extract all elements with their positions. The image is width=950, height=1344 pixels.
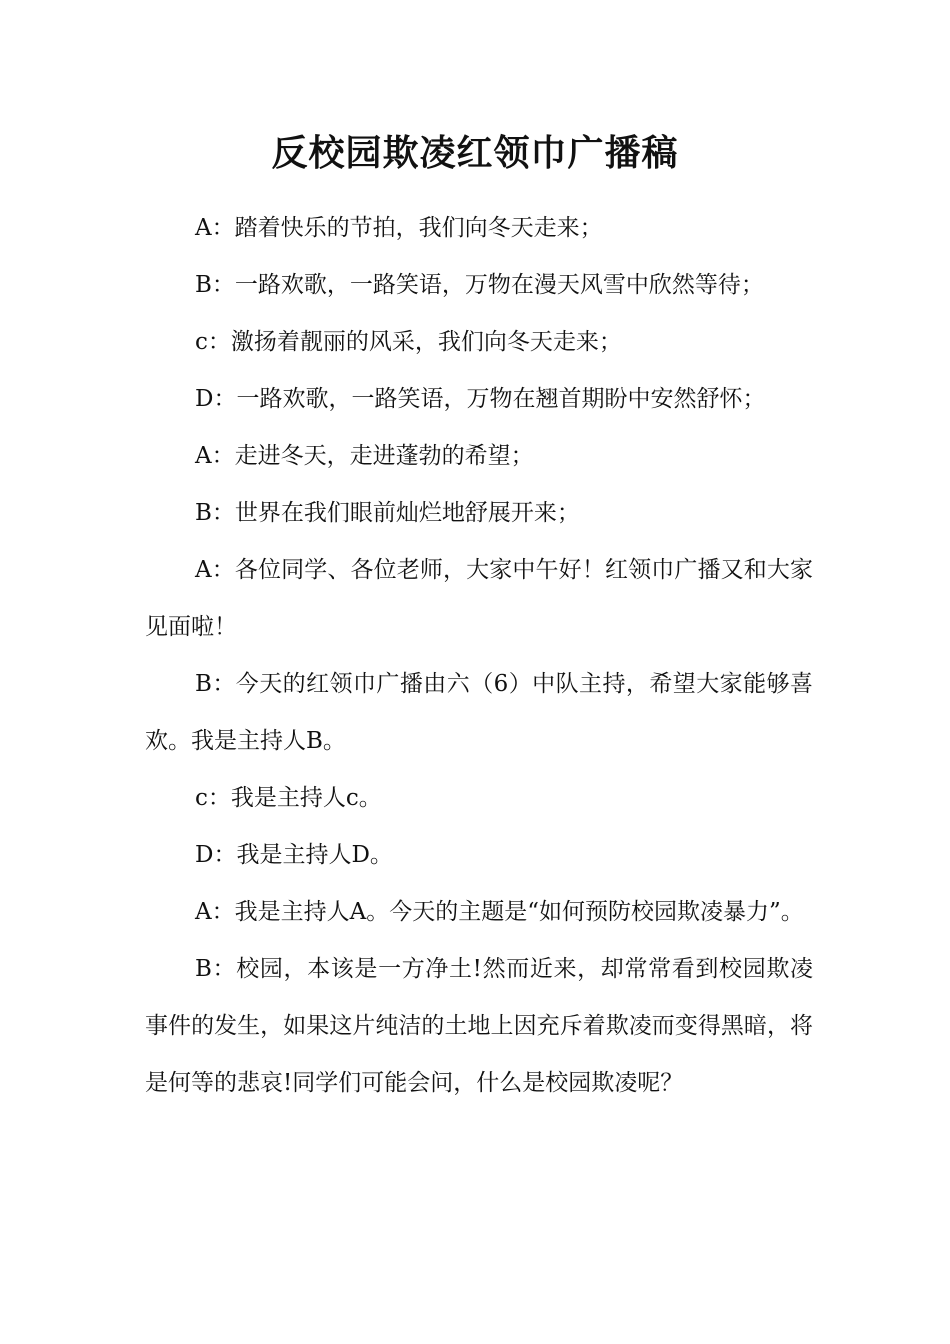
document-title: 反校园欺凌红领巾广播稿 [271,132,679,174]
paragraph: c：我是主持人c。 [195,785,382,811]
paragraph: D：我是主持人D。 [195,842,393,868]
paragraph: D：一路欢歌，一路笑语，万物在翘首期盼中安然舒怀； [195,386,766,412]
paragraph: A：踏着快乐的节拍，我们向冬天走来； [195,215,603,241]
paragraph: A：我是主持人A。今天的主题是“如何预防校园欺凌暴力”。 [195,899,804,925]
paragraph: B：世界在我们眼前灿烂地舒展开来； [195,500,580,526]
paragraph: B：今天的红领巾广播由六（6）中队主持，希望大家能够喜欢。我是主持人B。 [145,671,813,754]
document-body [145,200,813,1112]
paragraph: B：校园，本该是一方净土!然而近来，却常常看到校园欺凌事件的发生，如果这片纯洁的土地上因充斥着欺凌而变得黑暗，将是何等的悲哀!同学们可能会问，什么是校园欺凌呢？ [145,956,813,1096]
paragraph: A：走进冬天，走进蓬勃的希望； [195,443,534,469]
paragraph: A：各位同学、各位老师，大家中午好！红领巾广播又和大家见面啦！ [145,557,813,640]
paragraph: c：激扬着靓丽的风采，我们向冬天走来； [195,329,622,355]
paragraph: B：一路欢歌，一路笑语，万物在漫天风雪中欣然等待； [195,272,764,298]
